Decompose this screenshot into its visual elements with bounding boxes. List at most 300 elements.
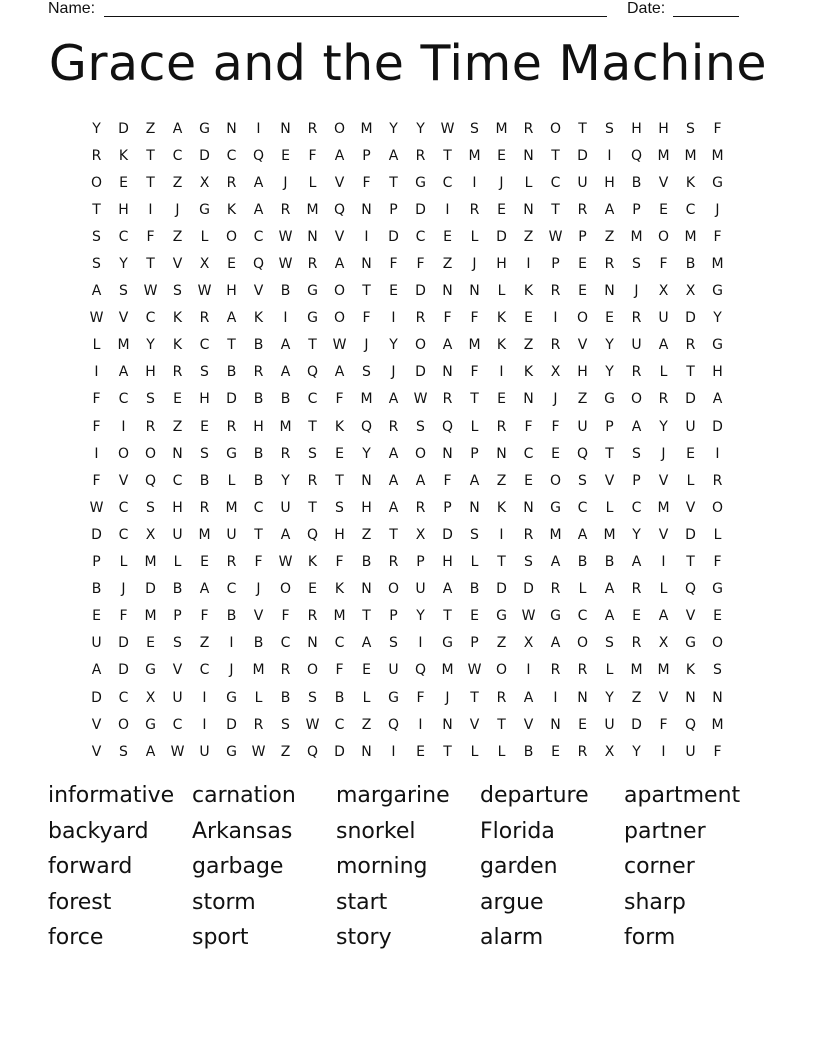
grid-letter: R	[550, 283, 561, 300]
grid-letter: V	[523, 716, 534, 733]
grid-letter: K	[307, 554, 318, 571]
grid-letter: O	[333, 120, 346, 137]
grid-letter: S	[605, 120, 614, 137]
grid-letter: N	[712, 689, 723, 706]
grid-letter: M	[657, 662, 670, 679]
grid-letter: A	[361, 635, 372, 652]
grid-letter: Y	[389, 337, 398, 354]
grid-letter: P	[578, 228, 587, 245]
grid-letter: H	[712, 364, 723, 381]
grid-letter: N	[550, 716, 561, 733]
grid-letter: A	[604, 608, 615, 625]
grid-letter: U	[631, 337, 642, 354]
grid-letter: R	[631, 310, 642, 327]
grid-letter: Z	[496, 635, 507, 652]
grid-letter: T	[443, 608, 452, 625]
grid-letter: Q	[441, 418, 454, 435]
grid-letter: R	[685, 337, 696, 354]
grid-letter: Q	[684, 581, 697, 598]
grid-letter: U	[280, 499, 291, 516]
grid-letter: Z	[199, 635, 210, 652]
grid-letter: E	[659, 201, 668, 218]
grid-letter: O	[711, 635, 724, 652]
grid-letter: I	[607, 147, 612, 164]
grid-letter: T	[362, 608, 371, 625]
grid-letter: A	[658, 608, 669, 625]
grid-letter: M	[630, 228, 643, 245]
grid-letter: M	[225, 499, 238, 516]
grid-letter: V	[253, 608, 264, 625]
grid-letter: Q	[252, 256, 265, 273]
grid-letter: Y	[632, 743, 641, 760]
grid-letter: G	[415, 174, 426, 191]
grid-letter: Z	[361, 526, 372, 543]
grid-letter: Y	[362, 445, 371, 462]
grid-letter: G	[604, 391, 615, 408]
grid-letter: T	[551, 147, 560, 164]
grid-letter: X	[145, 526, 156, 543]
date-blank-line	[673, 16, 739, 17]
grid-letter: D	[118, 120, 129, 137]
grid-letter: F	[146, 228, 155, 245]
grid-letter: G	[712, 283, 723, 300]
grid-letter: Q	[144, 472, 157, 489]
grid-letter: I	[661, 554, 666, 571]
grid-letter: J	[445, 689, 450, 706]
grid-letter: G	[307, 310, 318, 327]
grid-letter: Q	[306, 526, 319, 543]
grid-letter: Z	[604, 228, 615, 245]
grid-letter: K	[334, 581, 345, 598]
grid-letter: D	[685, 310, 696, 327]
grid-letter: T	[470, 391, 479, 408]
grid-letter: F	[335, 391, 344, 408]
grid-letter: F	[551, 418, 560, 435]
grid-letter: C	[172, 472, 183, 489]
grid-letter: S	[470, 120, 479, 137]
name-label: Name:	[48, 0, 96, 17]
grid-letter: F	[92, 391, 101, 408]
grid-letter: E	[335, 445, 344, 462]
grid-letter: P	[389, 201, 398, 218]
grid-letter: Z	[145, 120, 156, 137]
grid-letter: F	[254, 554, 263, 571]
grid-letter: Y	[416, 608, 425, 625]
word-bank-item: snorkel	[336, 818, 416, 844]
grid-letter: D	[577, 147, 588, 164]
grid-letter: L	[470, 418, 479, 435]
grid-letter: E	[173, 391, 182, 408]
grid-letter: Z	[172, 418, 183, 435]
grid-letter: R	[226, 554, 237, 571]
grid-letter: K	[685, 662, 696, 679]
grid-letter: U	[577, 418, 588, 435]
grid-letter: L	[686, 472, 695, 489]
grid-letter: H	[361, 499, 372, 516]
grid-letter: D	[145, 581, 156, 598]
grid-letter: I	[256, 120, 261, 137]
grid-letter: R	[631, 581, 642, 598]
grid-letter: D	[685, 391, 696, 408]
grid-letter: R	[307, 472, 318, 489]
grid-letter: C	[118, 689, 129, 706]
grid-letter: Y	[605, 689, 614, 706]
grid-letter: S	[173, 283, 182, 300]
grid-letter: M	[279, 418, 292, 435]
grid-letter: C	[199, 337, 210, 354]
grid-letter: N	[469, 283, 480, 300]
grid-letter: U	[91, 635, 102, 652]
grid-letter: B	[253, 445, 264, 462]
grid-letter: T	[578, 120, 587, 137]
grid-letter: B	[91, 581, 102, 598]
grid-letter: K	[523, 283, 534, 300]
grid-letter: V	[91, 716, 102, 733]
grid-letter: F	[92, 418, 101, 435]
grid-letter: E	[146, 635, 155, 652]
grid-letter: A	[253, 201, 264, 218]
grid-letter: G	[145, 716, 156, 733]
word-bank-item: alarm	[480, 925, 544, 951]
grid-letter: S	[308, 445, 317, 462]
grid-letter: N	[361, 256, 372, 273]
grid-letter: T	[146, 147, 155, 164]
grid-letter: R	[550, 581, 561, 598]
grid-letter: V	[172, 662, 183, 679]
grid-letter: Y	[713, 310, 722, 327]
grid-letter: C	[550, 174, 561, 191]
grid-letter: A	[334, 147, 345, 164]
grid-letter: F	[659, 256, 668, 273]
grid-letter: S	[92, 256, 101, 273]
grid-letter: B	[631, 174, 642, 191]
grid-letter: M	[603, 526, 616, 543]
grid-letter: L	[659, 364, 668, 381]
grid-letter: W	[548, 228, 563, 245]
grid-letter: W	[521, 608, 536, 625]
grid-letter: P	[470, 635, 479, 652]
grid-letter: B	[280, 283, 291, 300]
grid-letter: R	[550, 662, 561, 679]
grid-letter: J	[391, 364, 396, 381]
grid-letter: X	[550, 364, 561, 381]
grid-letter: C	[577, 608, 588, 625]
grid-letter: G	[388, 689, 399, 706]
grid-letter: S	[686, 120, 695, 137]
grid-letter: C	[631, 499, 642, 516]
grid-letter: N	[523, 391, 534, 408]
grid-letter: I	[445, 201, 450, 218]
grid-letter: R	[415, 147, 426, 164]
grid-letter: I	[418, 635, 423, 652]
grid-letter: L	[578, 581, 587, 598]
grid-letter: R	[658, 391, 669, 408]
grid-letter: I	[229, 635, 234, 652]
grid-letter: R	[469, 201, 480, 218]
grid-letter: M	[657, 147, 670, 164]
grid-letter: R	[577, 201, 588, 218]
grid-letter: A	[172, 120, 183, 137]
grid-letter: E	[416, 743, 425, 760]
grid-letter: O	[387, 581, 400, 598]
grid-letter: F	[335, 662, 344, 679]
grid-letter: B	[280, 391, 291, 408]
grid-letter: C	[226, 581, 237, 598]
grid-letter: B	[226, 364, 237, 381]
grid-letter: K	[253, 310, 264, 327]
word-bank-item: sharp	[624, 889, 686, 915]
grid-letter: L	[119, 554, 128, 571]
grid-letter: J	[229, 662, 234, 679]
grid-letter: U	[685, 418, 696, 435]
grid-letter: R	[550, 337, 561, 354]
grid-letter: I	[526, 256, 531, 273]
grid-letter: D	[334, 743, 345, 760]
grid-letter: G	[712, 337, 723, 354]
grid-letter: C	[253, 228, 264, 245]
grid-letter: E	[92, 608, 101, 625]
grid-letter: D	[442, 526, 453, 543]
grid-letter: C	[685, 201, 696, 218]
grid-letter: M	[360, 120, 373, 137]
grid-letter: T	[146, 256, 155, 273]
grid-letter: O	[576, 635, 589, 652]
grid-letter: F	[524, 418, 533, 435]
grid-letter: Q	[630, 147, 643, 164]
grid-letter: K	[685, 174, 696, 191]
grid-letter: M	[333, 608, 346, 625]
grid-letter: R	[523, 120, 534, 137]
grid-letter: H	[442, 554, 453, 571]
grid-letter: N	[307, 635, 318, 652]
word-bank-item: sport	[192, 925, 249, 951]
grid-letter: S	[146, 499, 155, 516]
grid-letter: I	[202, 689, 207, 706]
grid-letter: H	[118, 201, 129, 218]
grid-letter: A	[280, 526, 291, 543]
grid-letter: I	[526, 662, 531, 679]
grid-letter: G	[442, 635, 453, 652]
grid-letter: B	[523, 743, 534, 760]
grid-letter: V	[685, 608, 696, 625]
grid-letter: E	[227, 256, 236, 273]
grid-letter: B	[199, 472, 210, 489]
grid-letter: V	[334, 228, 345, 245]
grid-letter: G	[199, 120, 210, 137]
grid-letter: O	[657, 228, 670, 245]
grid-letter: Q	[306, 364, 319, 381]
grid-letter: B	[253, 391, 264, 408]
grid-letter: V	[685, 499, 696, 516]
grid-letter: V	[658, 174, 669, 191]
grid-letter: O	[225, 228, 238, 245]
grid-letter: F	[713, 554, 722, 571]
grid-letter: E	[578, 283, 587, 300]
grid-letter: N	[496, 445, 507, 462]
grid-letter: C	[442, 174, 453, 191]
grid-letter: H	[577, 364, 588, 381]
grid-letter: F	[713, 120, 722, 137]
grid-letter: D	[388, 228, 399, 245]
grid-letter: I	[391, 310, 396, 327]
name-date-header	[0, 0, 816, 20]
grid-letter: R	[577, 662, 588, 679]
grid-letter: C	[334, 716, 345, 733]
grid-letter: V	[604, 472, 615, 489]
grid-letter: O	[90, 174, 103, 191]
grid-letter: Z	[631, 689, 642, 706]
grid-letter: T	[389, 526, 398, 543]
grid-letter: W	[170, 743, 185, 760]
grid-letter: P	[389, 608, 398, 625]
grid-letter: C	[118, 228, 129, 245]
grid-letter: W	[332, 337, 347, 354]
grid-letter: R	[199, 310, 210, 327]
grid-letter: O	[414, 337, 427, 354]
grid-letter: U	[658, 310, 669, 327]
grid-letter: I	[283, 310, 288, 327]
grid-letter: N	[523, 499, 534, 516]
grid-letter: M	[549, 526, 562, 543]
grid-letter: W	[278, 554, 293, 571]
word-bank-item: force	[48, 925, 104, 951]
grid-letter: C	[172, 716, 183, 733]
grid-letter: V	[334, 174, 345, 191]
grid-letter: D	[91, 526, 102, 543]
word-bank-item: informative	[48, 783, 175, 809]
grid-letter: C	[226, 147, 237, 164]
grid-letter: H	[253, 418, 264, 435]
grid-letter: C	[307, 391, 318, 408]
grid-letter: D	[496, 581, 507, 598]
word-bank-item: Arkansas	[192, 818, 293, 844]
grid-letter: M	[711, 256, 724, 273]
grid-letter: N	[469, 499, 480, 516]
grid-letter: M	[468, 337, 481, 354]
grid-letter: F	[362, 310, 371, 327]
grid-letter: H	[604, 174, 615, 191]
grid-letter: A	[280, 337, 291, 354]
grid-letter: E	[200, 418, 209, 435]
grid-letter: C	[577, 499, 588, 516]
grid-letter: J	[364, 337, 369, 354]
grid-letter: C	[118, 391, 129, 408]
grid-letter: U	[199, 743, 210, 760]
grid-letter: M	[657, 499, 670, 516]
grid-letter: P	[632, 472, 641, 489]
grid-letter: I	[148, 201, 153, 218]
grid-letter: F	[443, 472, 452, 489]
grid-letter: N	[280, 120, 291, 137]
grid-letter: N	[361, 581, 372, 598]
grid-letter: R	[496, 689, 507, 706]
grid-letter: L	[227, 472, 236, 489]
grid-letter: S	[605, 635, 614, 652]
grid-letter: F	[362, 174, 371, 191]
grid-letter: O	[576, 310, 589, 327]
grid-letter: V	[118, 472, 129, 489]
grid-letter: H	[496, 256, 507, 273]
grid-letter: M	[117, 337, 130, 354]
grid-letter: V	[469, 716, 480, 733]
grid-letter: R	[280, 445, 291, 462]
grid-letter: E	[497, 391, 506, 408]
grid-letter: Q	[387, 716, 400, 733]
grid-letter: B	[685, 256, 696, 273]
grid-letter: M	[306, 201, 319, 218]
grid-letter: Z	[577, 391, 588, 408]
grid-letter: V	[253, 283, 264, 300]
grid-letter: A	[118, 364, 129, 381]
grid-letter: A	[388, 391, 399, 408]
grid-letter: J	[256, 581, 261, 598]
grid-letter: E	[119, 174, 128, 191]
grid-letter: S	[632, 256, 641, 273]
grid-letter: I	[553, 689, 558, 706]
grid-letter: I	[553, 310, 558, 327]
grid-letter: V	[658, 689, 669, 706]
grid-letter: O	[306, 662, 319, 679]
grid-letter: T	[389, 174, 398, 191]
grid-letter: A	[712, 391, 723, 408]
grid-letter: V	[577, 337, 588, 354]
word-bank-item: carnation	[192, 783, 296, 809]
word-bank-item: apartment	[624, 783, 741, 809]
grid-letter: E	[200, 554, 209, 571]
grid-letter: E	[524, 310, 533, 327]
grid-letter: G	[145, 662, 156, 679]
grid-letter: A	[388, 499, 399, 516]
grid-letter: K	[334, 418, 345, 435]
grid-letter: B	[226, 608, 237, 625]
grid-letter: N	[442, 716, 453, 733]
grid-letter: S	[92, 228, 101, 245]
grid-letter: C	[199, 662, 210, 679]
grid-letter: D	[118, 662, 129, 679]
grid-letter: F	[470, 310, 479, 327]
grid-letter: X	[658, 635, 669, 652]
grid-letter: N	[442, 364, 453, 381]
grid-letter: Z	[172, 228, 183, 245]
grid-letter: E	[470, 608, 479, 625]
grid-letter: J	[121, 581, 126, 598]
grid-letter: A	[415, 472, 426, 489]
grid-letter: D	[118, 635, 129, 652]
grid-letter: R	[496, 418, 507, 435]
grid-letter: R	[415, 310, 426, 327]
grid-letter: K	[496, 337, 507, 354]
grid-letter: L	[470, 743, 479, 760]
grid-letter: B	[361, 554, 372, 571]
grid-letter: S	[119, 743, 128, 760]
word-search-grid	[83, 115, 731, 765]
grid-letter: K	[172, 310, 183, 327]
grid-letter: E	[578, 716, 587, 733]
grid-letter: Y	[632, 526, 641, 543]
grid-letter: Z	[442, 256, 453, 273]
grid-letter: T	[146, 174, 155, 191]
grid-letter: M	[144, 608, 157, 625]
grid-letter: S	[632, 445, 641, 462]
grid-letter: F	[200, 608, 209, 625]
grid-letter: A	[199, 581, 210, 598]
grid-letter: F	[335, 554, 344, 571]
grid-letter: K	[226, 201, 237, 218]
grid-letter: T	[254, 526, 263, 543]
grid-letter: T	[308, 499, 317, 516]
grid-letter: P	[173, 608, 182, 625]
grid-letter: A	[226, 310, 237, 327]
